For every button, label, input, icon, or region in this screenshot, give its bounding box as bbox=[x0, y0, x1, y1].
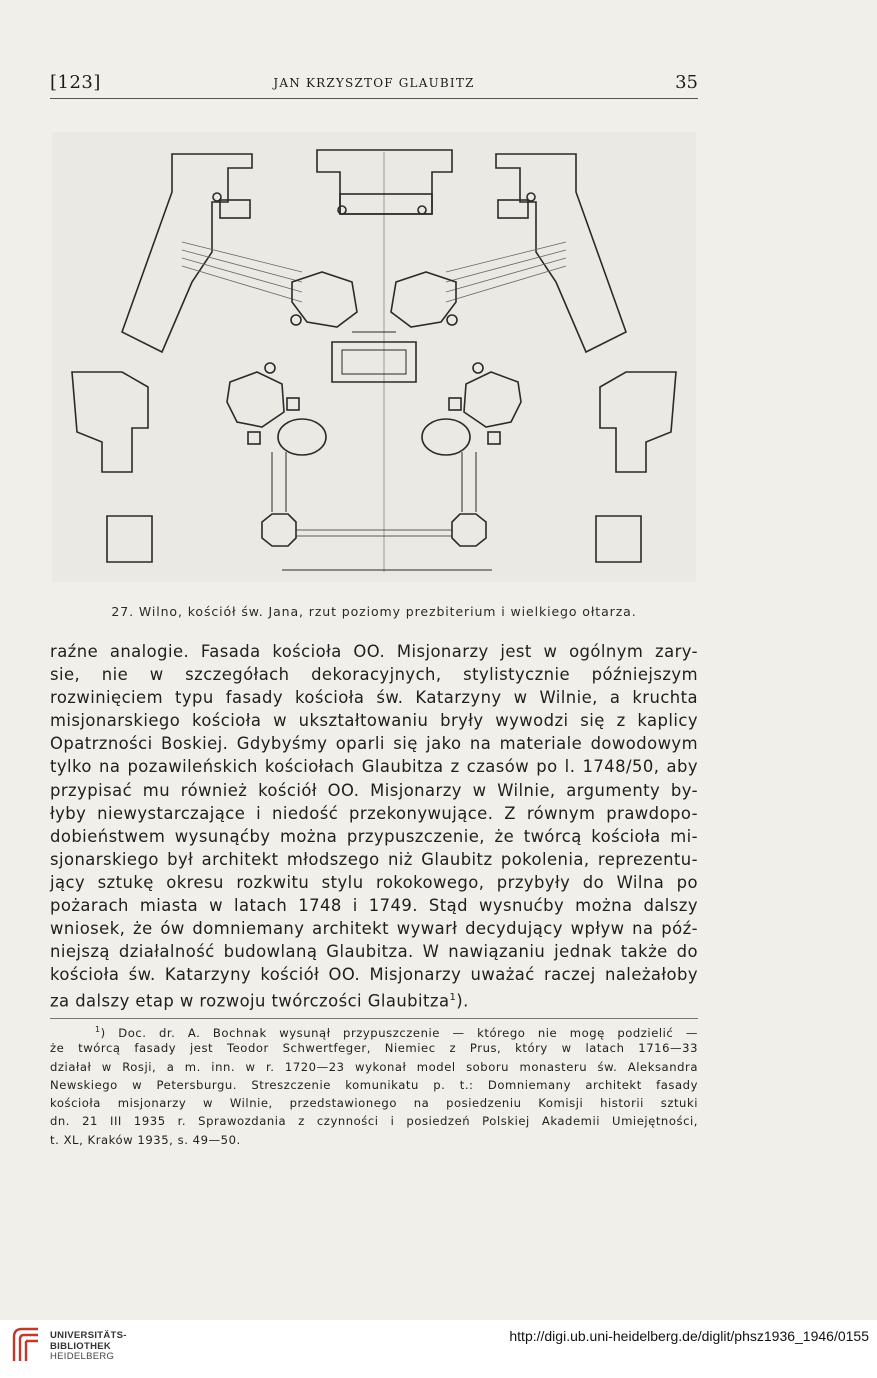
library-name-line1: UNIVERSITÄTS- bbox=[50, 1330, 127, 1341]
text-line: pożarach miasta w latach 1748 i 1749. Stąd wysnućby można dalszy bbox=[50, 896, 698, 916]
footnote-line: że twórcą fasady jest Teodor Schwertfeger, Niemiec z Prus, który w latach 1716—33 bbox=[50, 1041, 698, 1056]
footnote-line: kościoła misjonarzy w Wilnie, przedstawionego na posiedzeniu Komisji historii sztuki bbox=[50, 1096, 698, 1111]
footnote-mark: 1 bbox=[95, 1025, 101, 1034]
text-line: dobieństwem wysunąćby można przypuszczenie, że twórcą kościoła mi- bbox=[50, 826, 698, 846]
text-line: rozwinięciem typu fasady kościoła św. Katarzyny w Wilnie, a kruchta bbox=[50, 688, 698, 708]
page-section-number: [123] bbox=[50, 72, 101, 93]
library-name-line3: HEIDELBERG bbox=[50, 1351, 115, 1362]
running-header bbox=[50, 70, 698, 99]
page-number: 35 bbox=[675, 72, 698, 93]
text-line: jący sztukę okresu rozkwitu stylu rokokowego, przybyły do Wilna po bbox=[50, 872, 698, 892]
footnote-line: t. XL, Kraków 1935, s. 49—50. bbox=[50, 1132, 241, 1147]
text-line-content: za dalszy etap w rozwoju twórczości Glaubitza bbox=[50, 991, 450, 1011]
footnote bbox=[50, 1021, 698, 1149]
footnote-reference: 1 bbox=[449, 992, 457, 1004]
text-line: łyby niewystarczające i niedość przekonywujące. Z równym prawdopo- bbox=[50, 803, 698, 823]
text-line: sie, nie w szczegółach dekoracyjnych, stylistycznie późniejszym bbox=[50, 665, 698, 685]
text-line: raźne analogie. Fasada kościoła OO. Misjonarzy jest w ogólnym zary- bbox=[50, 642, 698, 661]
footnote-line-text: ) Doc. dr. A. Bochnak wysunął przypuszczenie — którego nie mogę podzielić — bbox=[100, 1025, 698, 1040]
university-library-logo-icon bbox=[8, 1325, 44, 1365]
footnote-line: Newskiego w Petersburgu. Streszczenie komunikatu p. t.: Domniemany architekt fasady bbox=[50, 1077, 698, 1092]
footnote-line bbox=[50, 1021, 698, 1039]
running-title: JAN KRZYSZTOF GLAUBITZ bbox=[273, 76, 475, 90]
text-line: Opatrzności Boskiej. Gdybyśmy oparli się jako na materiale dowodowym bbox=[50, 734, 698, 754]
text-line: tylko na pozawileńskich kościołach Glaubitza z czasów po l. 1748/50, aby bbox=[50, 757, 698, 777]
footnote-divider bbox=[50, 1018, 698, 1019]
text-line: przypisać mu również kościół OO. Misjonarzy w Wilnie, argumenty by- bbox=[50, 780, 698, 800]
text-line: misjonarskiego kościoła w ukształtowaniu bryły wywodzi się z kaplicy bbox=[50, 711, 698, 731]
footnote-line: dn. 21 III 1935 r. Sprawozdania z czynności i posiedzeń Polskiej Akademii Umiejętności, bbox=[50, 1114, 698, 1129]
text-line: sjonarskiego był architekt młodszego niż Glaubitz pokolenia, reprezentu- bbox=[50, 849, 698, 869]
source-url-link[interactable]: http://digi.ub.uni-heidelberg.de/diglit/phsz1936_1946/0155 bbox=[509, 1328, 869, 1344]
text-line: niejszą działalność budowlaną Glaubitza. W nawiązaniu jednak także do bbox=[50, 942, 698, 962]
floor-plan-figure bbox=[52, 132, 696, 582]
library-name bbox=[50, 1331, 127, 1363]
text-line: kościoła św. Katarzyny kościół OO. Misjonarzy uważać raczej należałoby bbox=[50, 965, 698, 985]
figure-caption: 27. Wilno, kościół św. Jana, rzut poziomy prezbiterium i wielkiego ołtarza. bbox=[111, 604, 637, 619]
text-line-last bbox=[50, 986, 698, 1009]
library-name-line2: BIBLIOTHEK bbox=[50, 1340, 112, 1352]
text-line-end: ). bbox=[456, 991, 469, 1011]
church-presbytery-plan-drawing bbox=[52, 132, 696, 582]
body-paragraph bbox=[50, 640, 698, 1010]
footnote-line: działał w Rosji, a m. inn. w r. 1720—23 wykonał model soboru monasteru św. Aleksandra bbox=[50, 1059, 698, 1074]
text-line: wniosek, że ów domniemany architekt wywarł decydujący wpływ na póź- bbox=[50, 919, 698, 939]
